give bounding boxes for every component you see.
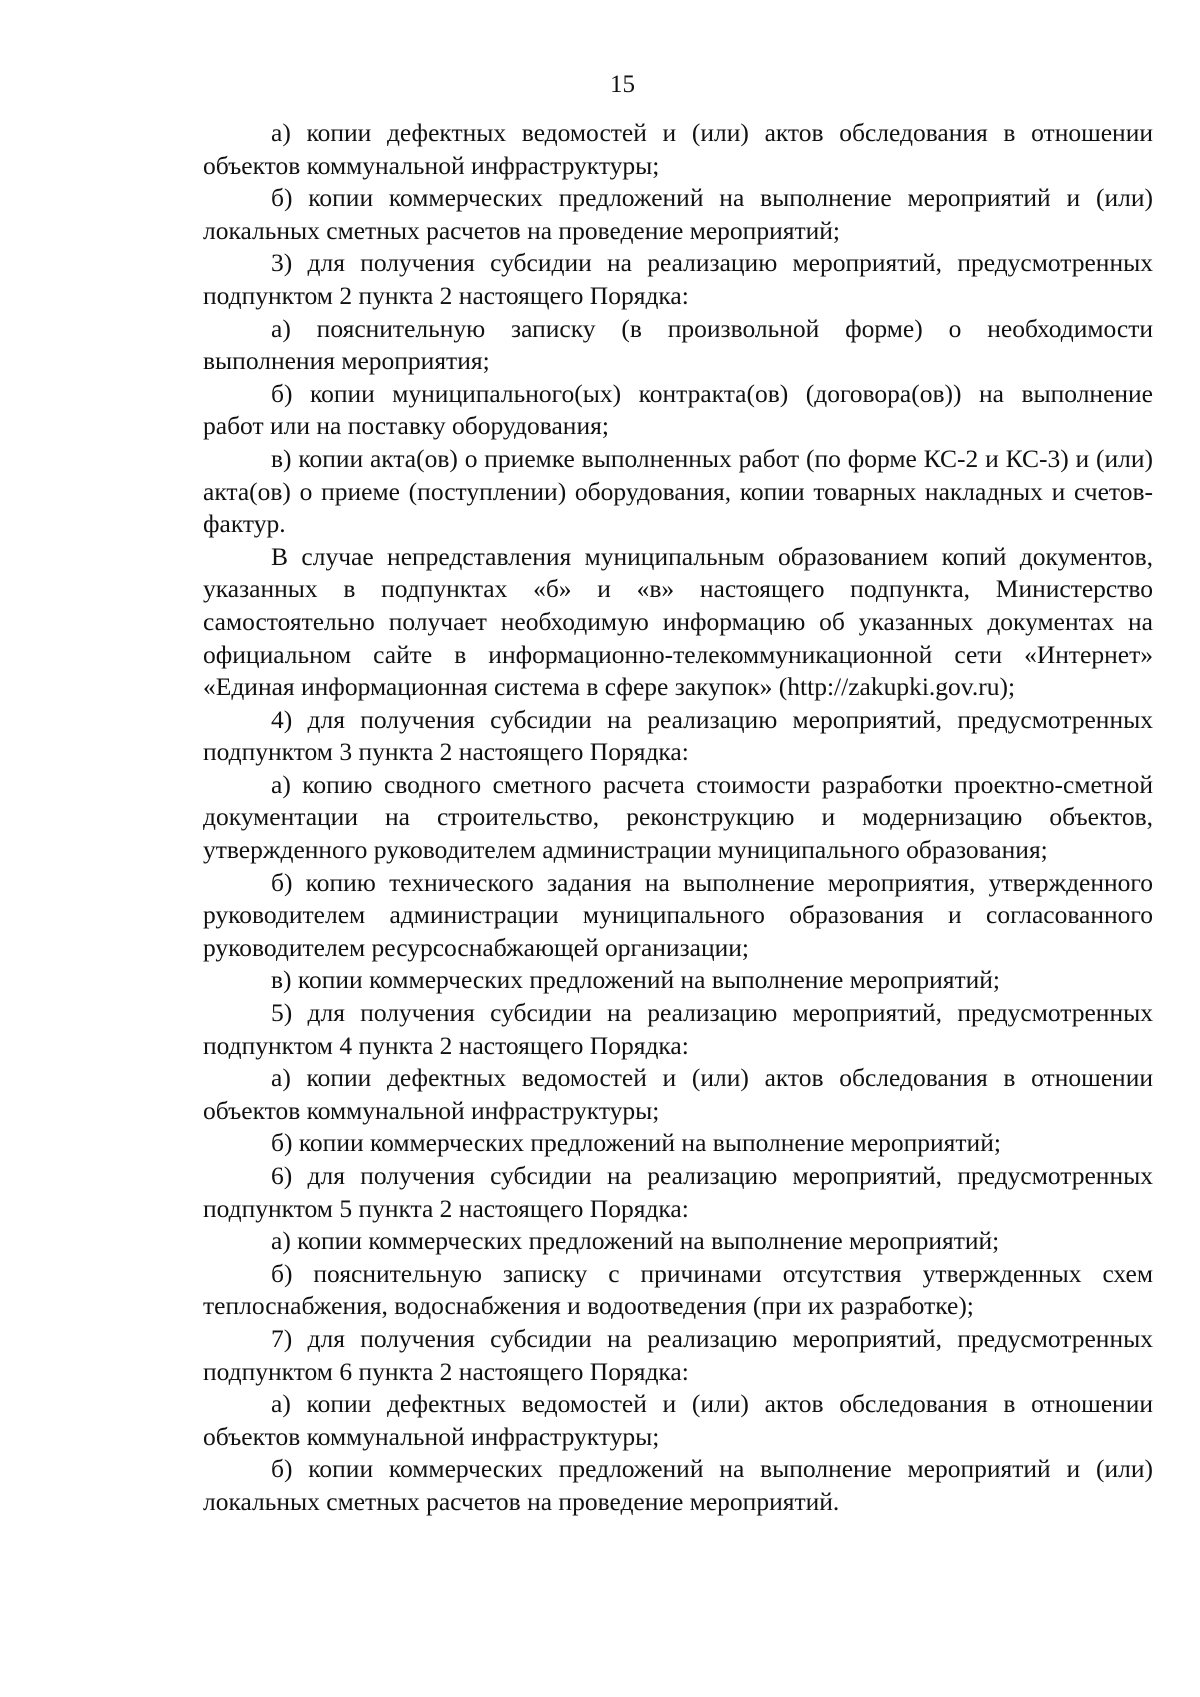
document-body	[203, 117, 1153, 1519]
paragraph-19: а) копии дефектных ведомостей и (или) актов обследования в отношении объектов коммунальной инфраструктуры;	[203, 1389, 1153, 1451]
paragraph-6: в) копии акта(ов) о приемке выполненных работ (по форме КС-2 и КС-3) и (или) акта(ов) о приеме (поступлении) оборудования, копии товарных накладных и счетов-фактур.	[203, 443, 1153, 539]
paragraph-7: В случае непредставления муниципальным образованием копий документов, указанных в подпунктах «б» и «в» настоящего подпункта, Министерство самостоятельно получает необходимую информацию об указанных документах на официальном сайте в информационно-телекоммуникационной сети «Интернет» «Единая информационная система в сфере закупок» (http://zakupki.gov.ru);	[203, 541, 1153, 702]
paragraph-4: а) пояснительную записку (в произвольной форме) о необходимости выполнения мероприятия;	[203, 313, 1153, 376]
paragraph-8: 4) для получения субсидии на реализацию мероприятий, предусмотренных подпунктом 3 пункта 2 настоящего Порядка:	[203, 704, 1153, 767]
paragraph-10: б) копию технического задания на выполнение мероприятия, утвержденного руководителем администрации муниципального образования и согласованного руководителем ресурсоснабжающей организации;	[203, 867, 1153, 962]
paragraph-20: б) копии коммерческих предложений на выполнение мероприятий и (или) локальных сметных расчетов на проведение мероприятий.	[203, 1454, 1153, 1516]
paragraph-17: б) пояснительную записку с причинами отсутствия утвержденных схем теплоснабжения, водоснабжения и водоотведения (при их разработке);	[203, 1258, 1153, 1321]
paragraph-1: а) копии дефектных ведомостей и (или) актов обследования в отношении объектов коммунальной инфраструктуры;	[203, 118, 1153, 180]
paragraph-15: 6) для получения субсидии на реализацию мероприятий, предусмотренных подпунктом 5 пункта 2 настоящего Порядка:	[203, 1161, 1153, 1223]
page-number: 15	[610, 71, 635, 98]
paragraph-2: б) копии коммерческих предложений на выполнение мероприятий и (или) локальных сметных расчетов на проведение мероприятий;	[203, 183, 1153, 245]
paragraph-5: б) копии муниципального(ых) контракта(ов) (договора(ов)) на выполнение работ или на поставку оборудования;	[203, 378, 1153, 441]
paragraph-12: 5) для получения субсидии на реализацию мероприятий, предусмотренных подпунктом 4 пункта 2 настоящего Порядка:	[203, 998, 1153, 1060]
paragraph-3: 3) для получения субсидии на реализацию мероприятий, предусмотренных подпунктом 2 пункта 2 настоящего Порядка:	[203, 248, 1153, 310]
paragraph-9: а) копию сводного сметного расчета стоимости разработки проектно-сметной документации на строительство, реконструкцию и модернизацию объектов, утвержденного руководителем администрации муниципального образования;	[203, 769, 1153, 865]
paragraph-14: б) копии коммерческих предложений на выполнение мероприятий;	[271, 1128, 1001, 1158]
paragraph-13: а) копии дефектных ведомостей и (или) актов обследования в отношении объектов коммунальной инфраструктуры;	[203, 1063, 1153, 1125]
paragraph-11: в) копии коммерческих предложений на выполнение мероприятий;	[271, 965, 1000, 995]
paragraph-18: 7) для получения субсидии на реализацию мероприятий, предусмотренных подпунктом 6 пункта 2 настоящего Порядка:	[203, 1323, 1153, 1386]
paragraph-16: а) копии коммерческих предложений на выполнение мероприятий;	[271, 1226, 1000, 1256]
